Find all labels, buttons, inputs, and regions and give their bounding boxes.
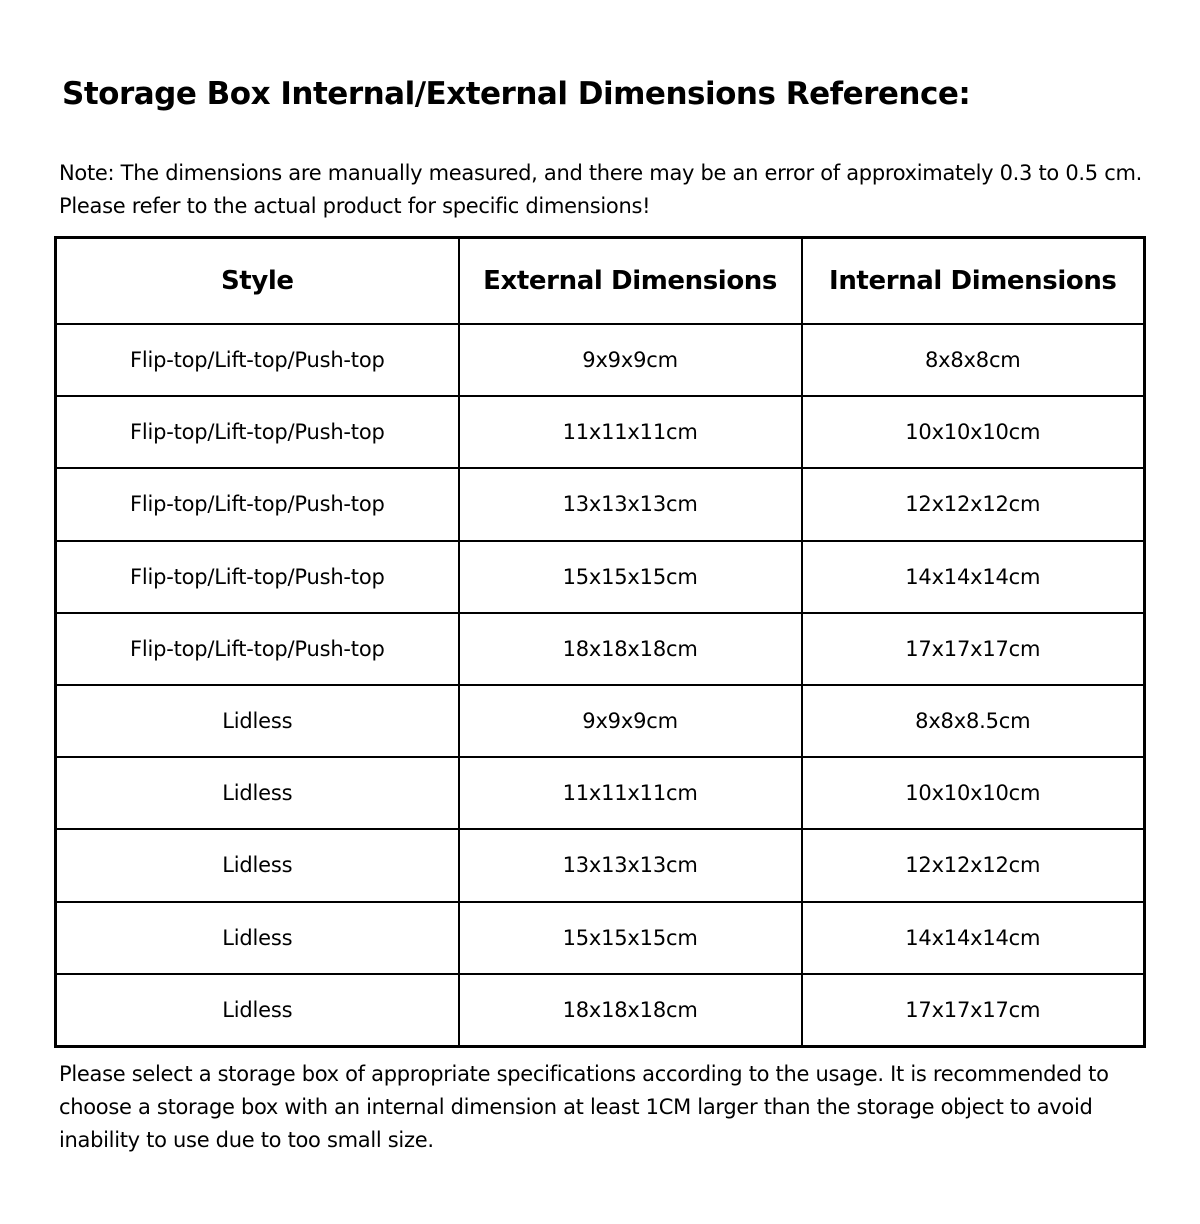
cell-internal: 10x10x10cm (802, 396, 1145, 468)
cell-style: Lidless (56, 757, 459, 829)
table-row (56, 396, 1145, 468)
usage-recommendation: Please select a storage box of appropriate specifications according to the usage. It is recommended to choose a storage box with an internal dimension at least 1CM larger than the storage object to avoid inability to use due to too small size. (59, 1062, 1109, 1152)
cell-external: 18x18x18cm (459, 613, 802, 685)
cell-style: Lidless (56, 974, 459, 1047)
dimensions-table (54, 236, 1146, 1048)
cell-external: 18x18x18cm (459, 974, 802, 1047)
table-header-row (56, 238, 1145, 325)
cell-external: 9x9x9cm (459, 685, 802, 757)
table-row (56, 685, 1145, 757)
header-internal-dimensions: Internal Dimensions (802, 238, 1145, 325)
cell-style: Flip-top/Lift-top/Push-top (56, 468, 459, 540)
table-row (56, 541, 1145, 613)
cell-external: 11x11x11cm (459, 396, 802, 468)
cell-external: 15x15x15cm (459, 541, 802, 613)
cell-internal: 12x12x12cm (802, 829, 1145, 901)
cell-style: Flip-top/Lift-top/Push-top (56, 324, 459, 396)
cell-internal: 8x8x8cm (802, 324, 1145, 396)
measurement-note: Note: The dimensions are manually measured, and there may be an error of approximately 0.3 to 0.5 cm. Please refer to the actual product for specific dimensions! (59, 161, 1142, 218)
cell-internal: 17x17x17cm (802, 974, 1145, 1047)
table-row (56, 757, 1145, 829)
cell-style: Flip-top/Lift-top/Push-top (56, 396, 459, 468)
cell-style: Flip-top/Lift-top/Push-top (56, 541, 459, 613)
cell-internal: 8x8x8.5cm (802, 685, 1145, 757)
cell-style: Lidless (56, 902, 459, 974)
page-title: Storage Box Internal/External Dimensions Reference: (62, 76, 971, 112)
table-row (56, 324, 1145, 396)
header-style: Style (56, 238, 459, 325)
cell-external: 11x11x11cm (459, 757, 802, 829)
cell-internal: 14x14x14cm (802, 541, 1145, 613)
cell-external: 15x15x15cm (459, 902, 802, 974)
cell-internal: 10x10x10cm (802, 757, 1145, 829)
header-external-dimensions: External Dimensions (459, 238, 802, 325)
table-row (56, 829, 1145, 901)
table-row (56, 974, 1145, 1047)
cell-external: 13x13x13cm (459, 829, 802, 901)
cell-internal: 17x17x17cm (802, 613, 1145, 685)
cell-external: 9x9x9cm (459, 324, 802, 396)
table-row (56, 902, 1145, 974)
table-row (56, 468, 1145, 540)
cell-style: Lidless (56, 829, 459, 901)
cell-internal: 14x14x14cm (802, 902, 1145, 974)
table-row (56, 613, 1145, 685)
cell-style: Lidless (56, 685, 459, 757)
cell-external: 13x13x13cm (459, 468, 802, 540)
cell-style: Flip-top/Lift-top/Push-top (56, 613, 459, 685)
cell-internal: 12x12x12cm (802, 468, 1145, 540)
